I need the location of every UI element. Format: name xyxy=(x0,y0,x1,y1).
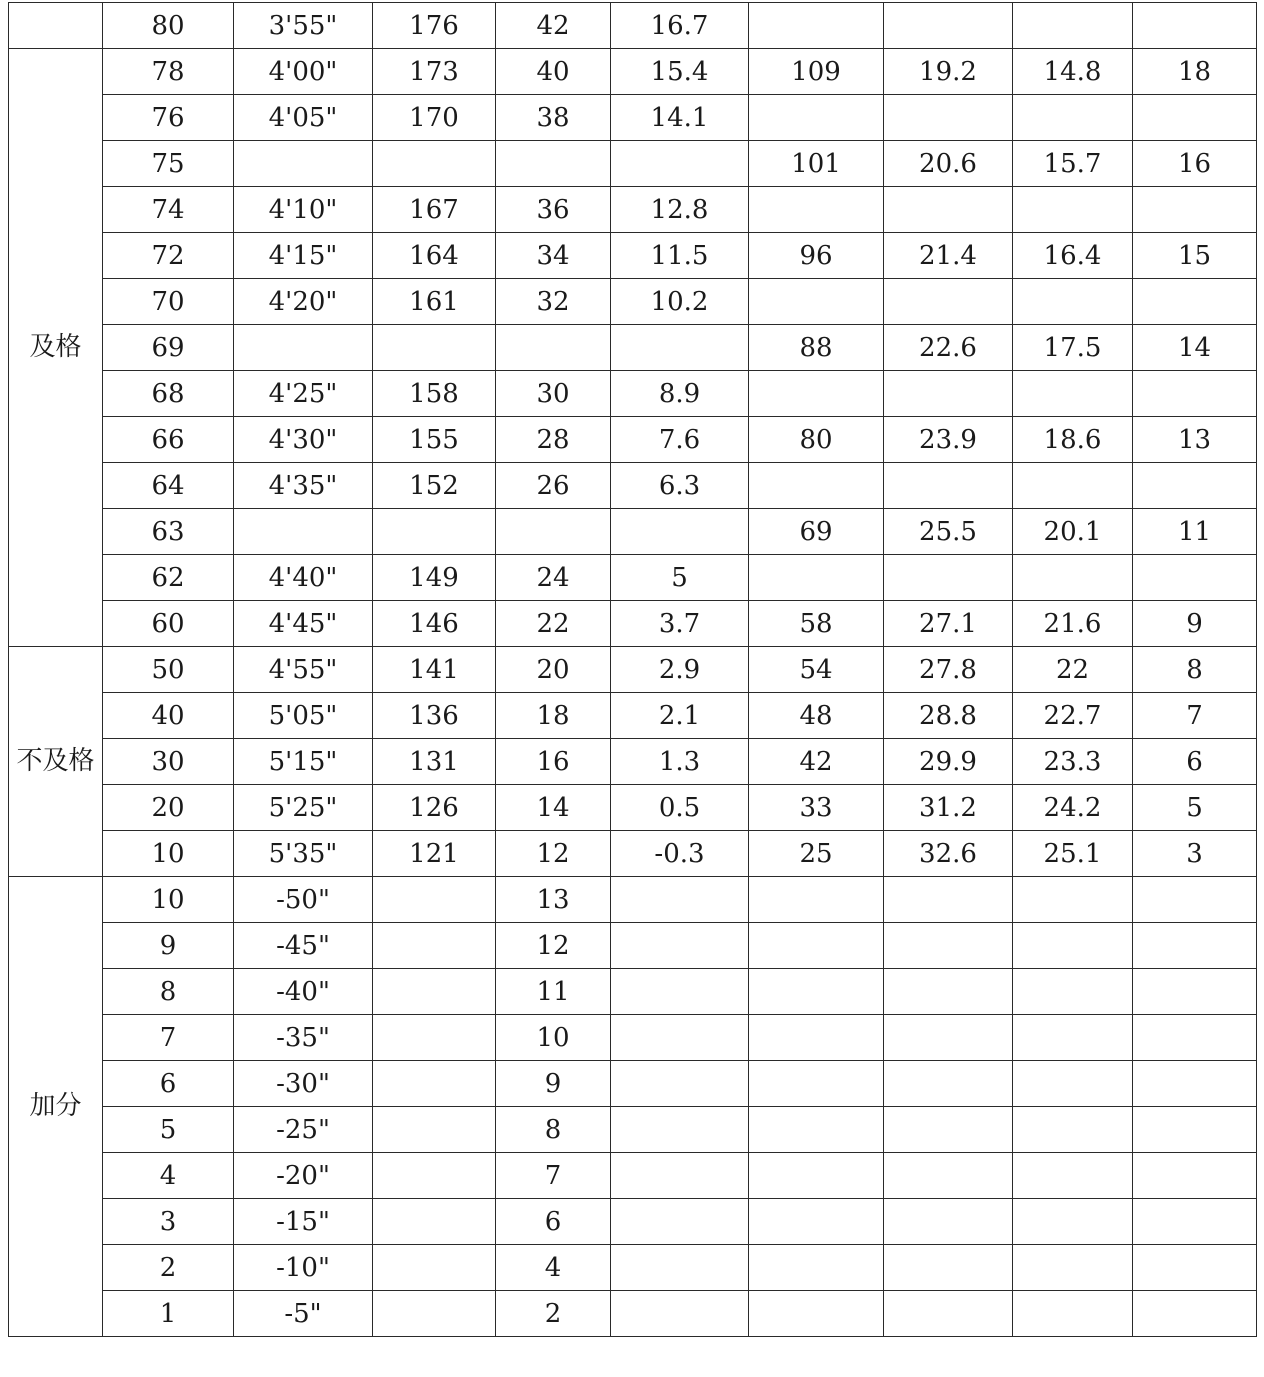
value-cell: 20 xyxy=(496,647,611,693)
value-cell xyxy=(749,555,884,601)
score-cell: 60 xyxy=(103,601,234,647)
value-cell: 14.1 xyxy=(611,95,749,141)
value-cell xyxy=(1133,1291,1257,1337)
value-cell xyxy=(1013,1153,1133,1199)
value-cell: 6 xyxy=(1133,739,1257,785)
value-cell: 146 xyxy=(373,601,496,647)
table-row xyxy=(9,1107,1257,1153)
value-cell xyxy=(749,1199,884,1245)
value-cell xyxy=(373,1061,496,1107)
value-cell: 10 xyxy=(496,1015,611,1061)
value-cell: -10" xyxy=(234,1245,373,1291)
value-cell: 173 xyxy=(373,49,496,95)
value-cell xyxy=(1133,1061,1257,1107)
score-cell: 5 xyxy=(103,1107,234,1153)
bonus-group-label: 加分 xyxy=(9,877,103,1337)
value-cell: 126 xyxy=(373,785,496,831)
value-cell xyxy=(749,969,884,1015)
score-cell: 68 xyxy=(103,371,234,417)
value-cell: 170 xyxy=(373,95,496,141)
value-cell: -30" xyxy=(234,1061,373,1107)
value-cell xyxy=(1133,1153,1257,1199)
value-cell: 158 xyxy=(373,371,496,417)
value-cell: 3.7 xyxy=(611,601,749,647)
score-cell: 7 xyxy=(103,1015,234,1061)
value-cell xyxy=(373,1015,496,1061)
table-row xyxy=(9,95,1257,141)
value-cell: 2 xyxy=(496,1291,611,1337)
value-cell: 8 xyxy=(496,1107,611,1153)
score-cell: 80 xyxy=(103,3,234,49)
value-cell: 22 xyxy=(1013,647,1133,693)
value-cell: 42 xyxy=(496,3,611,49)
score-cell: 50 xyxy=(103,647,234,693)
score-cell: 10 xyxy=(103,877,234,923)
value-cell: 9 xyxy=(1133,601,1257,647)
value-cell xyxy=(1013,3,1133,49)
score-cell: 78 xyxy=(103,49,234,95)
value-cell: 12 xyxy=(496,923,611,969)
value-cell xyxy=(884,1199,1013,1245)
value-cell: 8.9 xyxy=(611,371,749,417)
value-cell xyxy=(611,325,749,371)
value-cell xyxy=(1013,969,1133,1015)
value-cell: 20.6 xyxy=(884,141,1013,187)
value-cell: 32.6 xyxy=(884,831,1013,877)
table-row xyxy=(9,1199,1257,1245)
value-cell: 13 xyxy=(1133,417,1257,463)
table-row xyxy=(9,417,1257,463)
value-cell: 4 xyxy=(496,1245,611,1291)
value-cell: 4'35" xyxy=(234,463,373,509)
score-cell: 76 xyxy=(103,95,234,141)
value-cell xyxy=(611,1107,749,1153)
value-cell xyxy=(373,877,496,923)
value-cell xyxy=(1133,3,1257,49)
value-cell xyxy=(1013,1291,1133,1337)
value-cell xyxy=(1013,1061,1133,1107)
value-cell xyxy=(749,279,884,325)
table-row xyxy=(9,923,1257,969)
value-cell xyxy=(1013,923,1133,969)
value-cell: 5 xyxy=(611,555,749,601)
value-cell: 25.1 xyxy=(1013,831,1133,877)
value-cell: 22.6 xyxy=(884,325,1013,371)
value-cell xyxy=(234,141,373,187)
value-cell: 4'40" xyxy=(234,555,373,601)
value-cell: 38 xyxy=(496,95,611,141)
value-cell: 16 xyxy=(496,739,611,785)
value-cell: 34 xyxy=(496,233,611,279)
value-cell xyxy=(1133,555,1257,601)
value-cell: -20" xyxy=(234,1153,373,1199)
value-cell: 15.7 xyxy=(1013,141,1133,187)
table-row xyxy=(9,509,1257,555)
value-cell xyxy=(1133,1199,1257,1245)
value-cell: 11 xyxy=(1133,509,1257,555)
value-cell: 1.3 xyxy=(611,739,749,785)
value-cell: 29.9 xyxy=(884,739,1013,785)
table-row xyxy=(9,739,1257,785)
value-cell: 2.1 xyxy=(611,693,749,739)
value-cell xyxy=(749,187,884,233)
value-cell: 101 xyxy=(749,141,884,187)
table-row xyxy=(9,831,1257,877)
value-cell xyxy=(611,1199,749,1245)
value-cell: 10.2 xyxy=(611,279,749,325)
value-cell xyxy=(749,463,884,509)
score-cell: 2 xyxy=(103,1245,234,1291)
value-cell: 24.2 xyxy=(1013,785,1133,831)
table-row xyxy=(9,141,1257,187)
value-cell xyxy=(749,3,884,49)
table-row xyxy=(9,187,1257,233)
value-cell: 15 xyxy=(1133,233,1257,279)
value-cell: 28 xyxy=(496,417,611,463)
value-cell: 0.5 xyxy=(611,785,749,831)
value-cell: 5'35" xyxy=(234,831,373,877)
top-group-label xyxy=(9,3,103,49)
value-cell: 14 xyxy=(496,785,611,831)
value-cell: 80 xyxy=(749,417,884,463)
value-cell xyxy=(1133,1015,1257,1061)
value-cell: -5" xyxy=(234,1291,373,1337)
value-cell xyxy=(611,1015,749,1061)
table-row xyxy=(9,1153,1257,1199)
value-cell xyxy=(884,95,1013,141)
value-cell: 4'15" xyxy=(234,233,373,279)
value-cell xyxy=(373,1199,496,1245)
value-cell xyxy=(749,1245,884,1291)
value-cell xyxy=(611,509,749,555)
value-cell: 23.3 xyxy=(1013,739,1133,785)
score-cell: 3 xyxy=(103,1199,234,1245)
value-cell: -0.3 xyxy=(611,831,749,877)
value-cell: 5'15" xyxy=(234,739,373,785)
value-cell: 14.8 xyxy=(1013,49,1133,95)
value-cell xyxy=(749,371,884,417)
value-cell: -40" xyxy=(234,969,373,1015)
value-cell xyxy=(749,1153,884,1199)
value-cell xyxy=(884,371,1013,417)
value-cell: 58 xyxy=(749,601,884,647)
value-cell: 11 xyxy=(496,969,611,1015)
score-cell: 64 xyxy=(103,463,234,509)
value-cell xyxy=(234,325,373,371)
table-row xyxy=(9,1291,1257,1337)
table-row xyxy=(9,647,1257,693)
value-cell: 7 xyxy=(1133,693,1257,739)
value-cell xyxy=(1013,1245,1133,1291)
value-cell xyxy=(1133,969,1257,1015)
value-cell: 32 xyxy=(496,279,611,325)
value-cell xyxy=(749,1291,884,1337)
table-row xyxy=(9,325,1257,371)
table-row xyxy=(9,877,1257,923)
score-cell: 72 xyxy=(103,233,234,279)
value-cell: 12 xyxy=(496,831,611,877)
score-cell: 8 xyxy=(103,969,234,1015)
value-cell xyxy=(611,1245,749,1291)
value-cell: 4'30" xyxy=(234,417,373,463)
value-cell: 155 xyxy=(373,417,496,463)
value-cell xyxy=(1133,95,1257,141)
table-row xyxy=(9,233,1257,279)
table-row xyxy=(9,785,1257,831)
value-cell: 11.5 xyxy=(611,233,749,279)
score-cell: 20 xyxy=(103,785,234,831)
value-cell: 7.6 xyxy=(611,417,749,463)
value-cell xyxy=(373,1107,496,1153)
value-cell xyxy=(373,923,496,969)
value-cell xyxy=(884,1291,1013,1337)
value-cell: 27.8 xyxy=(884,647,1013,693)
value-cell xyxy=(884,3,1013,49)
value-cell: 18 xyxy=(1133,49,1257,95)
value-cell xyxy=(884,923,1013,969)
value-cell xyxy=(373,969,496,1015)
value-cell: 5 xyxy=(1133,785,1257,831)
value-cell: 69 xyxy=(749,509,884,555)
value-cell xyxy=(1133,1245,1257,1291)
value-cell: 31.2 xyxy=(884,785,1013,831)
score-cell: 70 xyxy=(103,279,234,325)
value-cell: 4'25" xyxy=(234,371,373,417)
value-cell: 152 xyxy=(373,463,496,509)
value-cell: 17.5 xyxy=(1013,325,1133,371)
value-cell: 27.1 xyxy=(884,601,1013,647)
value-cell xyxy=(1013,1107,1133,1153)
value-cell: 54 xyxy=(749,647,884,693)
value-cell: -35" xyxy=(234,1015,373,1061)
value-cell xyxy=(1133,877,1257,923)
value-cell: 131 xyxy=(373,739,496,785)
value-cell: 164 xyxy=(373,233,496,279)
value-cell: 22.7 xyxy=(1013,693,1133,739)
value-cell: 9 xyxy=(496,1061,611,1107)
value-cell: 3'55" xyxy=(234,3,373,49)
score-cell: 10 xyxy=(103,831,234,877)
value-cell: 24 xyxy=(496,555,611,601)
value-cell: 16 xyxy=(1133,141,1257,187)
value-cell: 14 xyxy=(1133,325,1257,371)
value-cell xyxy=(611,923,749,969)
value-cell xyxy=(749,1107,884,1153)
value-cell xyxy=(884,1061,1013,1107)
value-cell: 21.6 xyxy=(1013,601,1133,647)
value-cell xyxy=(611,969,749,1015)
value-cell: 167 xyxy=(373,187,496,233)
value-cell xyxy=(1133,463,1257,509)
value-cell xyxy=(749,877,884,923)
value-cell: 4'20" xyxy=(234,279,373,325)
value-cell: 4'00" xyxy=(234,49,373,95)
table-row xyxy=(9,601,1257,647)
value-cell xyxy=(1013,555,1133,601)
value-cell: 40 xyxy=(496,49,611,95)
value-cell xyxy=(1013,95,1133,141)
value-cell: 19.2 xyxy=(884,49,1013,95)
value-cell xyxy=(611,1061,749,1107)
value-cell xyxy=(611,877,749,923)
table-row xyxy=(9,463,1257,509)
value-cell: 4'10" xyxy=(234,187,373,233)
value-cell: 26 xyxy=(496,463,611,509)
table-row xyxy=(9,1061,1257,1107)
table-row xyxy=(9,1015,1257,1061)
score-cell: 62 xyxy=(103,555,234,601)
value-cell: 12.8 xyxy=(611,187,749,233)
value-cell xyxy=(884,187,1013,233)
value-cell xyxy=(611,1153,749,1199)
value-cell xyxy=(749,1061,884,1107)
value-cell: 121 xyxy=(373,831,496,877)
value-cell: 4'45" xyxy=(234,601,373,647)
value-cell: 4'55" xyxy=(234,647,373,693)
table-row xyxy=(9,3,1257,49)
value-cell: 30 xyxy=(496,371,611,417)
score-cell: 69 xyxy=(103,325,234,371)
value-cell: 6.3 xyxy=(611,463,749,509)
score-cell: 63 xyxy=(103,509,234,555)
value-cell: -15" xyxy=(234,1199,373,1245)
value-cell xyxy=(373,1291,496,1337)
table-row xyxy=(9,693,1257,739)
score-cell: 40 xyxy=(103,693,234,739)
value-cell: 161 xyxy=(373,279,496,325)
value-cell xyxy=(611,1291,749,1337)
value-cell xyxy=(1133,1107,1257,1153)
value-cell: 48 xyxy=(749,693,884,739)
value-cell xyxy=(884,279,1013,325)
value-cell xyxy=(1013,279,1133,325)
value-cell: 141 xyxy=(373,647,496,693)
value-cell xyxy=(884,969,1013,1015)
value-cell xyxy=(1133,371,1257,417)
value-cell: 15.4 xyxy=(611,49,749,95)
value-cell xyxy=(884,1107,1013,1153)
score-cell: 74 xyxy=(103,187,234,233)
value-cell xyxy=(749,1015,884,1061)
value-cell xyxy=(496,509,611,555)
fail-group-label: 不及格 xyxy=(9,647,103,877)
value-cell xyxy=(1013,371,1133,417)
table-row xyxy=(9,555,1257,601)
value-cell: 18.6 xyxy=(1013,417,1133,463)
value-cell: 20.1 xyxy=(1013,509,1133,555)
value-cell xyxy=(1133,279,1257,325)
value-cell: 21.4 xyxy=(884,233,1013,279)
value-cell xyxy=(373,1153,496,1199)
table-row xyxy=(9,1245,1257,1291)
value-cell: 149 xyxy=(373,555,496,601)
value-cell xyxy=(1013,877,1133,923)
value-cell xyxy=(496,325,611,371)
value-cell xyxy=(1013,1015,1133,1061)
value-cell: 36 xyxy=(496,187,611,233)
score-cell: 66 xyxy=(103,417,234,463)
value-cell: 23.9 xyxy=(884,417,1013,463)
value-cell: 25.5 xyxy=(884,509,1013,555)
pass-group-label: 及格 xyxy=(9,49,103,647)
value-cell: 8 xyxy=(1133,647,1257,693)
value-cell: 5'25" xyxy=(234,785,373,831)
value-cell: 3 xyxy=(1133,831,1257,877)
value-cell: 176 xyxy=(373,3,496,49)
value-cell xyxy=(1133,923,1257,969)
value-cell xyxy=(884,1245,1013,1291)
value-cell: 25 xyxy=(749,831,884,877)
value-cell: 7 xyxy=(496,1153,611,1199)
value-cell: 22 xyxy=(496,601,611,647)
value-cell: 33 xyxy=(749,785,884,831)
value-cell: 6 xyxy=(496,1199,611,1245)
table-row xyxy=(9,279,1257,325)
value-cell: 96 xyxy=(749,233,884,279)
value-cell: 42 xyxy=(749,739,884,785)
value-cell xyxy=(884,1015,1013,1061)
score-cell: 75 xyxy=(103,141,234,187)
score-cell: 9 xyxy=(103,923,234,969)
table-row xyxy=(9,49,1257,95)
value-cell xyxy=(884,1153,1013,1199)
value-cell xyxy=(1013,187,1133,233)
value-cell xyxy=(496,141,611,187)
score-cell: 6 xyxy=(103,1061,234,1107)
value-cell xyxy=(234,509,373,555)
value-cell: 109 xyxy=(749,49,884,95)
value-cell xyxy=(373,1245,496,1291)
value-cell xyxy=(373,141,496,187)
score-standard-table xyxy=(8,2,1257,1337)
table-row xyxy=(9,371,1257,417)
value-cell: 88 xyxy=(749,325,884,371)
value-cell xyxy=(373,325,496,371)
score-cell: 4 xyxy=(103,1153,234,1199)
value-cell xyxy=(884,555,1013,601)
score-cell: 1 xyxy=(103,1291,234,1337)
value-cell: 18 xyxy=(496,693,611,739)
table-row xyxy=(9,969,1257,1015)
value-cell xyxy=(611,141,749,187)
value-cell xyxy=(1133,187,1257,233)
value-cell: -45" xyxy=(234,923,373,969)
value-cell: -50" xyxy=(234,877,373,923)
value-cell: 13 xyxy=(496,877,611,923)
value-cell: 16.7 xyxy=(611,3,749,49)
value-cell: 5'05" xyxy=(234,693,373,739)
score-cell: 30 xyxy=(103,739,234,785)
value-cell xyxy=(1013,1199,1133,1245)
value-cell: 16.4 xyxy=(1013,233,1133,279)
table-body xyxy=(9,3,1257,1337)
value-cell: 28.8 xyxy=(884,693,1013,739)
value-cell xyxy=(749,95,884,141)
value-cell: 4'05" xyxy=(234,95,373,141)
value-cell: -25" xyxy=(234,1107,373,1153)
value-cell xyxy=(884,463,1013,509)
value-cell xyxy=(749,923,884,969)
value-cell xyxy=(1013,463,1133,509)
value-cell xyxy=(884,877,1013,923)
value-cell: 136 xyxy=(373,693,496,739)
value-cell: 2.9 xyxy=(611,647,749,693)
value-cell xyxy=(373,509,496,555)
